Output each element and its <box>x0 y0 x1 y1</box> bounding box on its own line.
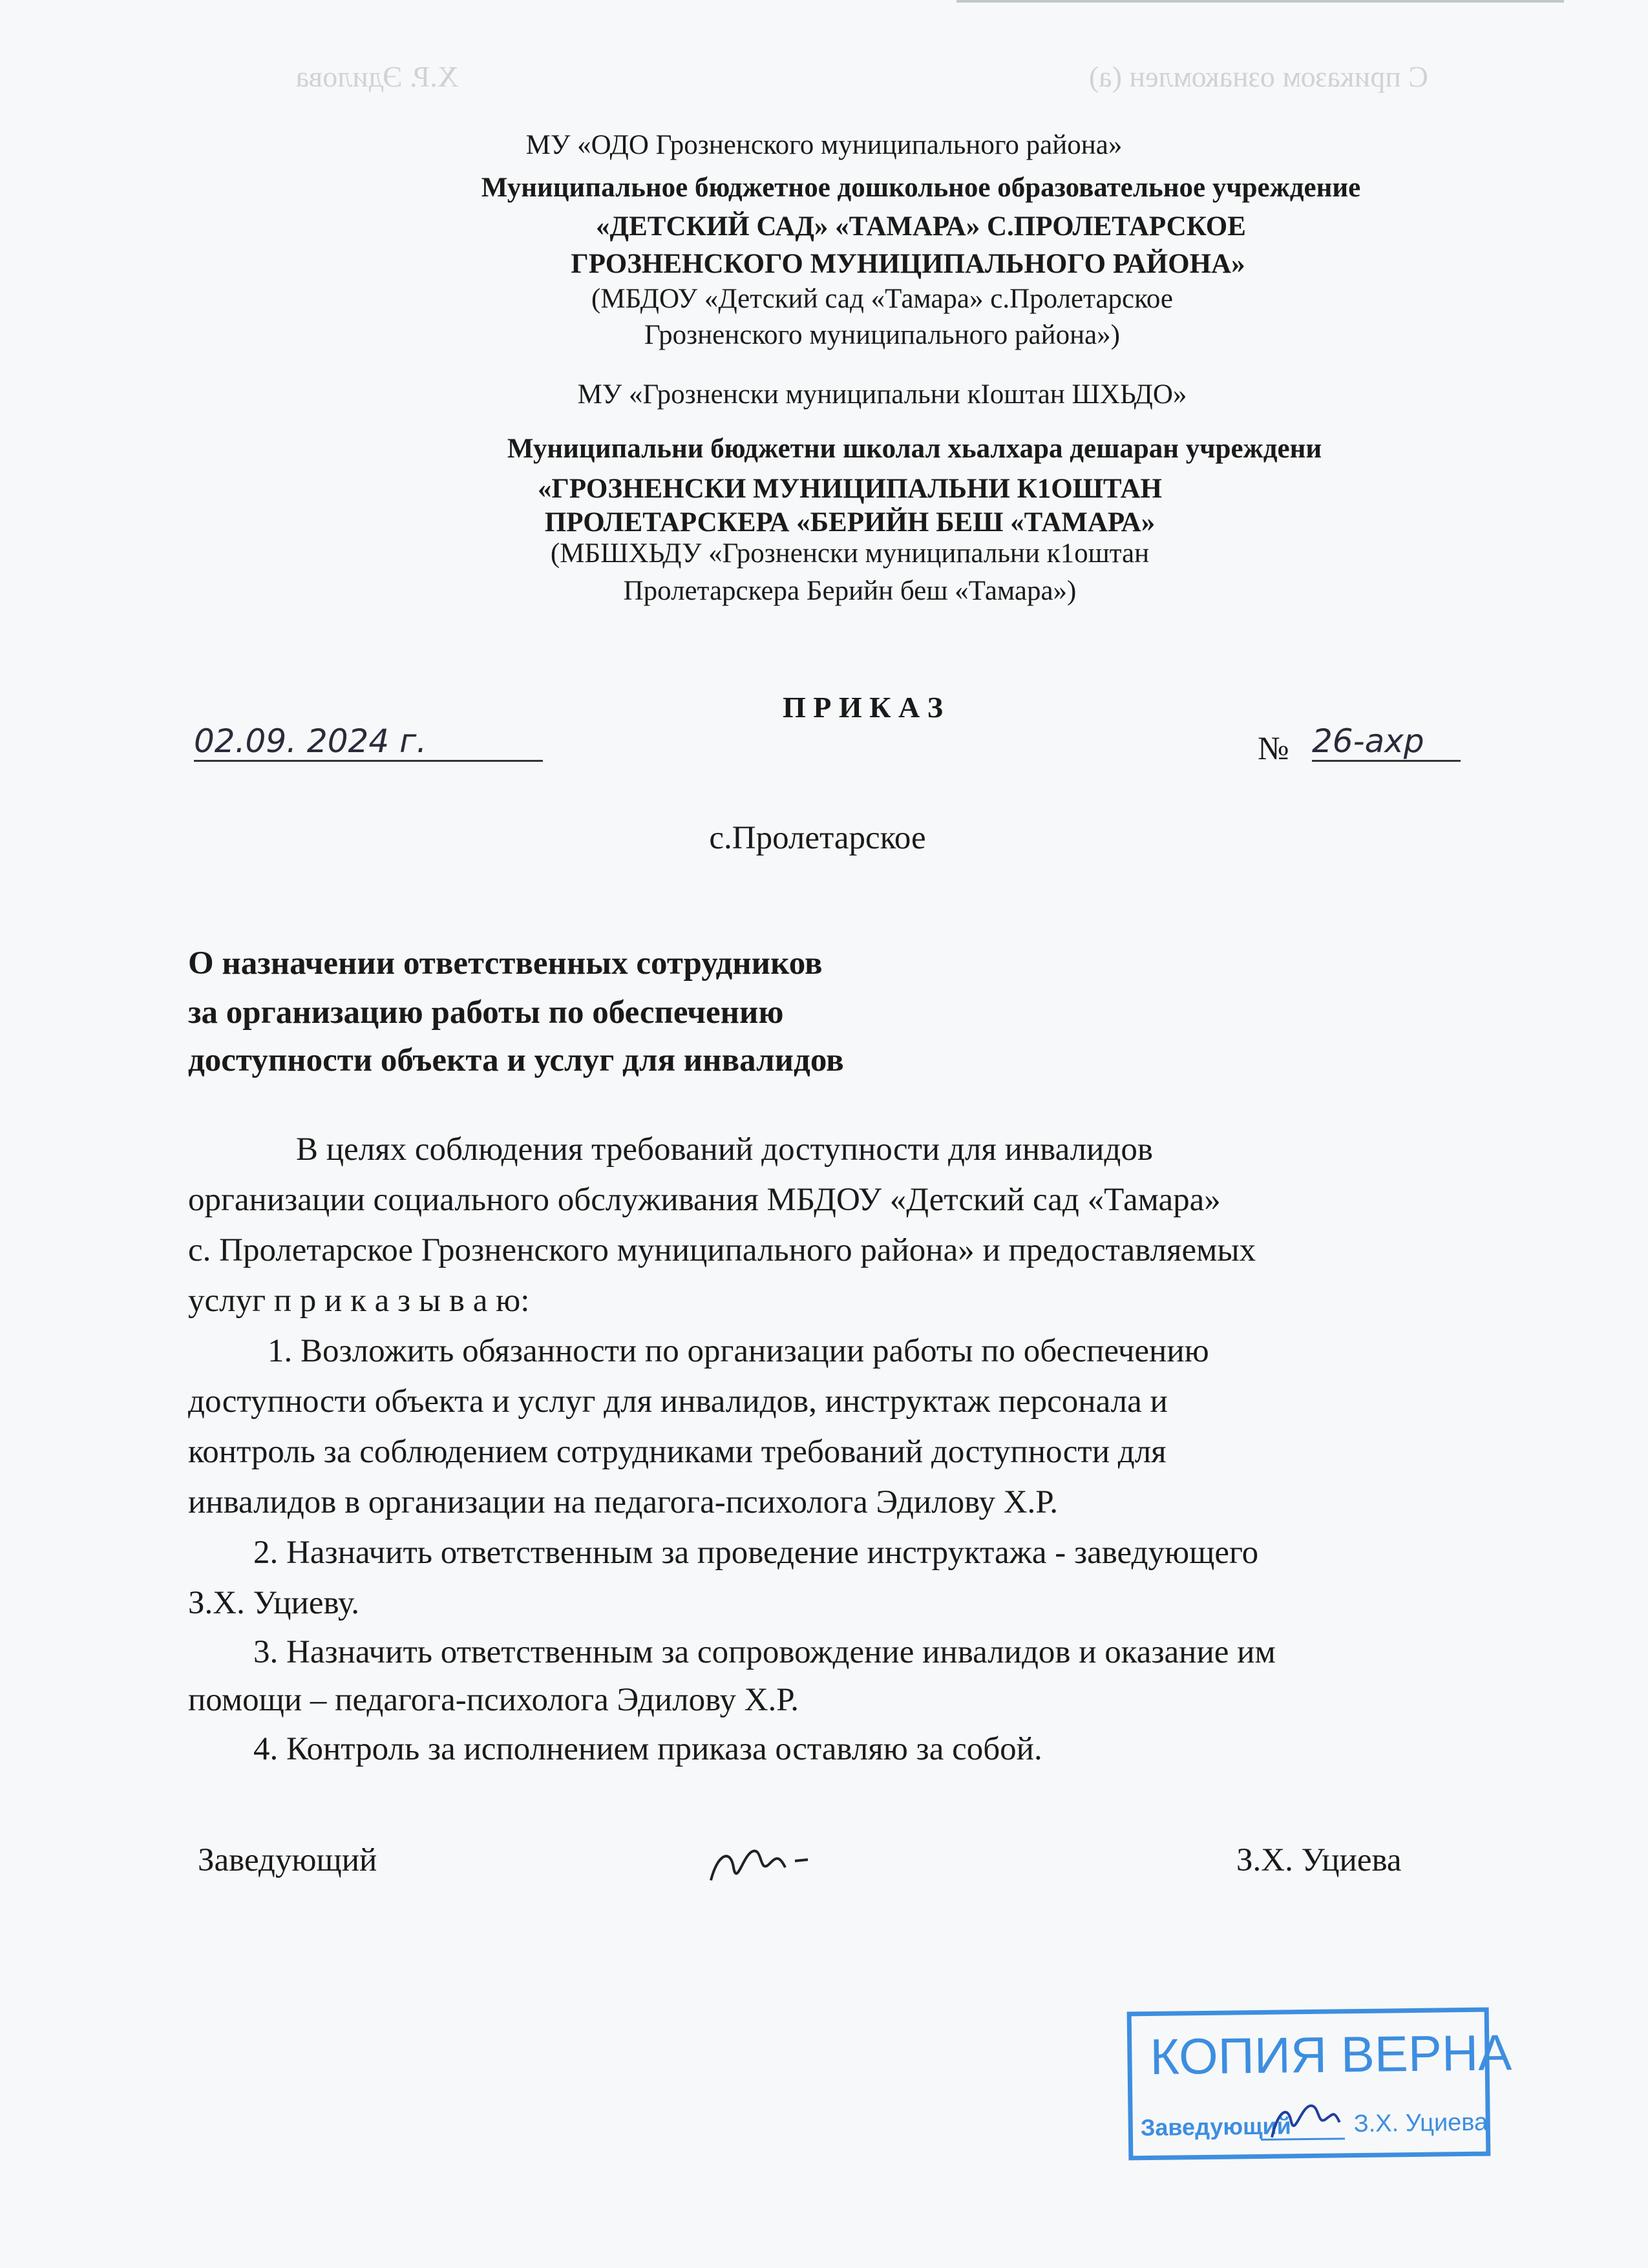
signature-name: З.Х. Уциева <box>1236 1842 1402 1878</box>
header-line: Пролетарскера Берийн беш «Тамара») <box>623 576 1077 606</box>
subject-line: за организацию работы по обеспечению <box>188 994 784 1031</box>
header-line: «ДЕТСКИЙ САД» «ТАМАРА» С.ПРОЛЕТАРСКОЕ <box>596 211 1246 242</box>
body-line: доступности объекта и услуг для инвалидов, инструктаж персонала и <box>188 1383 1168 1420</box>
stamp-name: З.Х. Уциева <box>1353 2108 1488 2138</box>
body-line: организации социального обслуживания МБДОУ «Детский сад «Тамара» <box>188 1182 1221 1218</box>
bleed-through-name: Х.Р. Эдилова <box>295 60 459 93</box>
header-line: ПРОЛЕТАРСКЕРА «БЕРИЙН БЕШ «ТАМАРА» <box>544 507 1156 538</box>
order-number: 26-ахр <box>1312 722 1461 762</box>
body-line: 3. Назначить ответственным за сопровождение инвалидов и оказание им <box>253 1634 1276 1670</box>
body-line: с. Пролетарское Грозненского муниципального района» и предоставляемых <box>188 1232 1256 1268</box>
bleed-through-text <box>233 59 1428 105</box>
body-line: 2. Назначить ответственным за проведение инструктажа - заведующего <box>253 1535 1259 1571</box>
body-line: контроль за соблюдением сотрудниками требований доступности для <box>188 1434 1167 1470</box>
body-line: В целях соблюдения требований доступности для инвалидов <box>296 1131 1153 1168</box>
signature-position: Заведующий <box>198 1842 377 1878</box>
handwritten-signature <box>704 1835 821 1893</box>
header-line: Муниципальни бюджетни школал хьалхара дешаран учреждени <box>507 434 1322 464</box>
body-line: инвалидов в организации на педагога-психолога Эдилову Х.Р. <box>188 1484 1059 1520</box>
order-title: П Р И К А З <box>782 691 943 724</box>
header-line: Грозненского муниципального района») <box>644 320 1120 350</box>
place: с.Пролетарское <box>709 820 926 856</box>
body-line: 4. Контроль за исполнением приказа оставляю за собой. <box>253 1731 1042 1767</box>
bleed-through-acknowledged: С приказом ознакомлен (а) <box>1088 60 1428 93</box>
body-line: З.Х. Уциеву. <box>188 1585 359 1621</box>
stamp-position: Заведующий <box>1140 2112 1291 2141</box>
body-line: помощи – педагога-психолога Эдилову Х.Р. <box>188 1682 799 1718</box>
scan-edge-line <box>956 0 1564 3</box>
header-line: Муниципальное бюджетное дошкольное образовательное учреждение <box>481 173 1361 203</box>
header-line: (МБДОУ «Детский сад «Тамара» с.Пролетарское <box>591 284 1173 314</box>
header-line: «ГРОЗНЕНСКИ МУНИЦИПАЛЬНИ К1ОШТАН <box>538 474 1162 504</box>
header-line: МУ «ОДО Грозненского муниципального района» <box>525 130 1123 160</box>
body-line: услуг п р и к а з ы в а ю: <box>188 1283 530 1319</box>
copy-certified-stamp <box>1127 2008 1512 2161</box>
header-line: (МБШХЬДУ «Грозненски муниципальни к1оштан <box>550 538 1150 569</box>
number-label: № <box>1258 731 1289 767</box>
order-date: 02.09. 2024 г. <box>194 722 543 762</box>
subject-line: доступности объекта и услуг для инвалидов <box>188 1042 844 1078</box>
body-line: 1. Возложить обязанности по организации работы по обеспечению <box>268 1333 1209 1369</box>
stamp-title: КОПИЯ ВЕРНА <box>1149 2024 1512 2085</box>
header-line: ГРОЗНЕНСКОГО МУНИЦИПАЛЬНОГО РАЙОНА» <box>571 249 1245 279</box>
header-line: МУ «Грозненски муниципальни кIоштан ШХЬДО» <box>577 379 1187 410</box>
subject-line: О назначении ответственных сотрудников <box>188 945 823 982</box>
stamp-handwritten-signature <box>1262 2091 1353 2144</box>
